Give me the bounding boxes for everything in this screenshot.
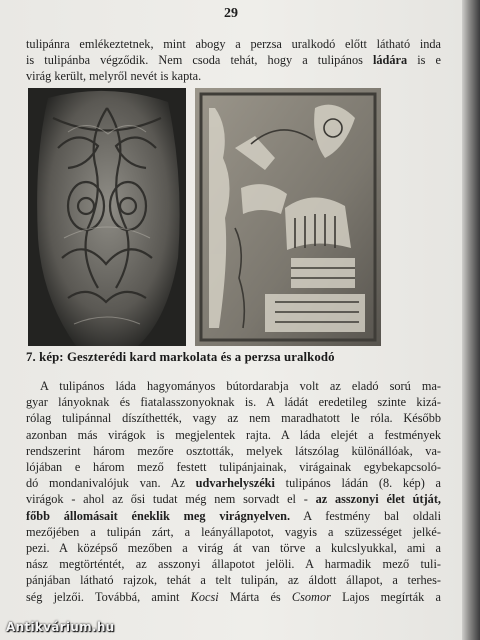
body-line: mezőjében a tulipán zárt, a leányállapotot, vagyis a szüzességet jelké- <box>26 524 441 539</box>
body-line: virágok - ahol az ősi tudat még nem sorvadt el - az asszonyi élet útját, <box>26 492 441 507</box>
figure-caption: 7. kép: Geszterédi kard markolata és a perzsa uralkodó <box>26 350 335 364</box>
watermark: Antikvárium.hu <box>6 620 115 634</box>
intro-line: virág került, melyről nevét is kapta. <box>26 69 202 84</box>
body-line: A tulipános láda hagyományos bútordarabja volt az eladó sorú ma- <box>40 379 441 393</box>
body-paragraph <box>26 378 441 605</box>
persian-ruler-relief-photo <box>195 88 381 346</box>
bold-word: ládára <box>372 53 408 68</box>
intro-line: is tulipánba végződik. Nem csoda tehát, hogy a tulipános ládára is e <box>26 53 441 68</box>
body-line: ség jelzői. Továbbá, amint Kocsi Márta és Csomor Lajos megírták a <box>26 589 441 604</box>
sword-hilt-photo <box>28 88 186 346</box>
body-line: főbb állomásait éneklik meg virágnyelven. A festmény bal oldali <box>26 508 441 523</box>
intro-line: tulipánra emlékeztetnek, mint abogy a perzsa uralkodó előtt látható inda <box>26 37 441 51</box>
author-name: Csomor <box>291 589 331 604</box>
bold-word: udvarhelyszéki <box>195 476 275 491</box>
book-spine-edge <box>462 0 480 640</box>
bold-phrase: főbb állomásait éneklik meg virágnyelven. <box>26 508 291 523</box>
body-line: dó mondanivalójuk van. Az udvarhelyszéki tulipános ládán (8. kép) a <box>26 476 441 491</box>
body-line: nász megtörténtét, az asszonyi állapotot jelöli. A harmadik mező tuli- <box>26 557 441 572</box>
body-line: gyar lányoknak és fiatalasszonyoknak is. A ládát eredetileg szinte kizá- <box>26 395 441 410</box>
page-number: 29 <box>224 6 238 21</box>
body-line: rólag tulipánnal díszíthették, vagy az nem maradhatott le róla. Később <box>26 411 441 426</box>
body-line: pánjában látható rajzok, tehát a telt tulipán, az áldott állapot, a terhes- <box>26 573 441 588</box>
body-line: pezi. A középső mezőben a virág át van törve a kulcslyukkal, ami a <box>26 541 441 556</box>
body-line: lójában e három mező festett tulipánjainak, virágainak egybekapcsoló- <box>26 460 441 475</box>
intro-paragraph <box>26 36 441 85</box>
bold-phrase: az asszonyi élet útját, <box>315 492 441 507</box>
body-line: azonban más virágok is megjelentek rajta. A láda elejét a festmények <box>26 427 441 442</box>
author-name: Kocsi <box>190 589 219 604</box>
body-line: rendszerint három mezőre osztották, melyek látszólag különállóak, va- <box>26 443 441 458</box>
